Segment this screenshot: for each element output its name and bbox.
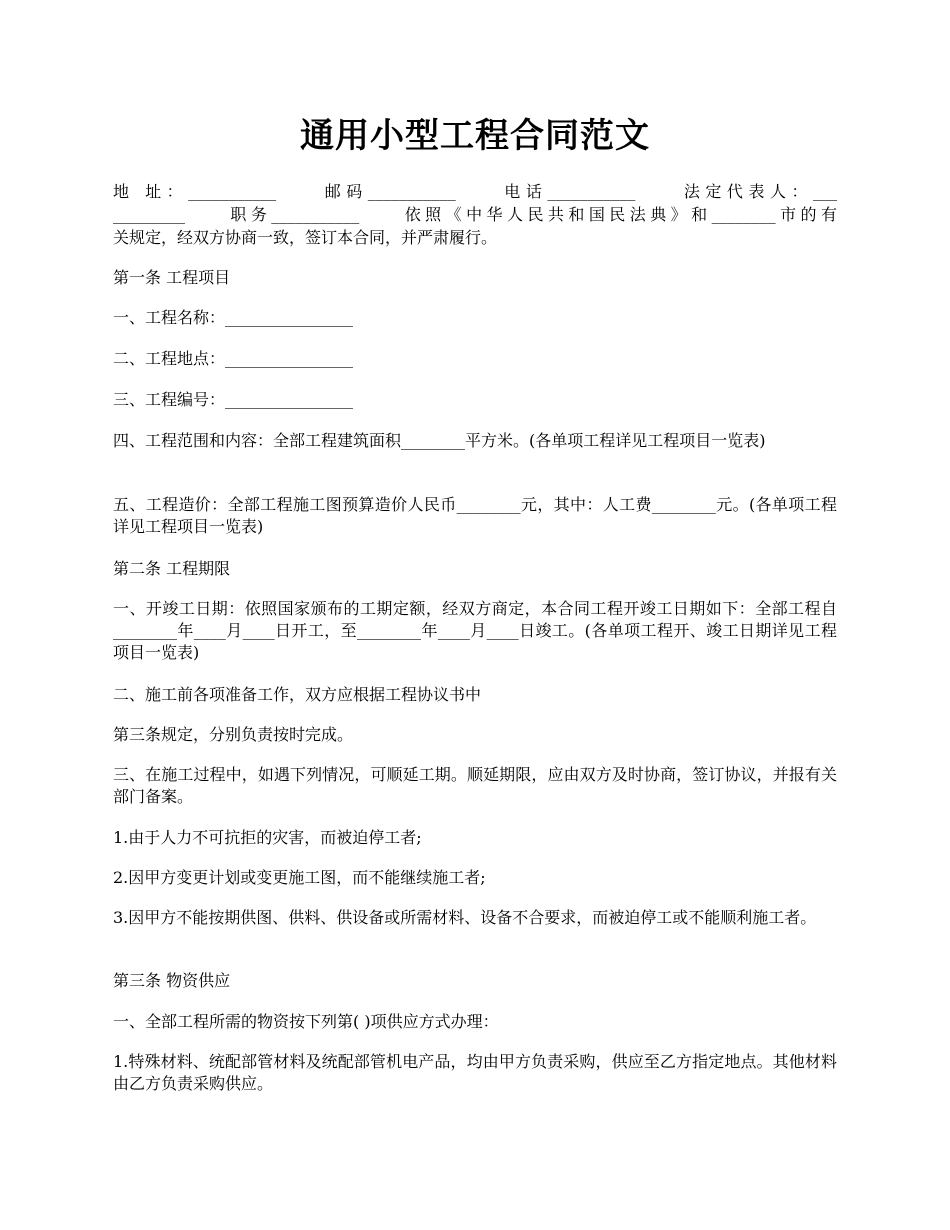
article-3-reference: 第三条规定，分别负责按时完成。 (113, 725, 354, 744)
article-3-heading: 第三条 物资供应 (113, 971, 231, 990)
article-2-heading: 第二条 工程期限 (113, 559, 231, 578)
supply-item-1: 1.特殊材料、统配部管材料及统配部管机电产品，均由甲方负责采购，供应至乙方指定地点。其他材料由乙方负责采购供应。 (113, 1052, 837, 1093)
delay-condition-1: 1.由于人力不可抗拒的灾害，而被迫停工者; (113, 828, 422, 847)
delay-condition-3: 3.因甲方不能按期供图、供料、供设备或所需材料、设备不合要求，而被迫停工或不能顺利施工者。 (113, 908, 817, 927)
delay-conditions: 三、在施工过程中，如遇下列情况，可顺延工期。顺延期限，应由双方及时协商，签订协议，并报有关部门备案。 (113, 765, 837, 806)
project-location: 二、工程地点：________________ (113, 349, 354, 368)
project-cost: 五、工程造价：全部工程施工图预算造价人民币________元，其中：人工费________元。(各单项工程详见工程项目一览表) (113, 495, 837, 536)
party-info-line-3: 关规定，经双方协商一致，签订本合同，并严肃履行。 (113, 228, 498, 247)
delay-condition-2: 2.因甲方变更计划或变更施工图，而不能继续施工者; (113, 868, 486, 887)
project-number: 三、工程编号：________________ (113, 390, 354, 409)
party-info-line-2: _________ 职务___________ 依照《中华人民共和国民法典》和________市的有 (113, 205, 837, 224)
supply-method: 一、全部工程所需的物资按下列第( )项供应方式办理： (113, 1012, 499, 1031)
start-finish-dates: 一、开竣工日期：依照国家颁布的工期定额，经双方商定，本合同工程开竣工日期如下：全部工程自________年____月____日开工，至________年____月____日竣工。(各单项工程开、竣工日期详见工程项目一览表) (113, 599, 837, 662)
project-name: 一、工程名称：________________ (113, 308, 354, 327)
project-scope: 四、工程范围和内容：全部工程建筑面积________平方米。(各单项工程详见工程项目一览表) (113, 431, 766, 450)
article-1-heading: 第一条 工程项目 (113, 268, 231, 287)
document-title: 通用小型工程合同范文 (300, 116, 650, 156)
preparation-work: 二、施工前各项准备工作，双方应根据工程协议书中 (113, 685, 482, 704)
party-info-line-1: 地 址：___________ 邮码___________ 电话___________ 法定代表人：___ (113, 182, 837, 201)
